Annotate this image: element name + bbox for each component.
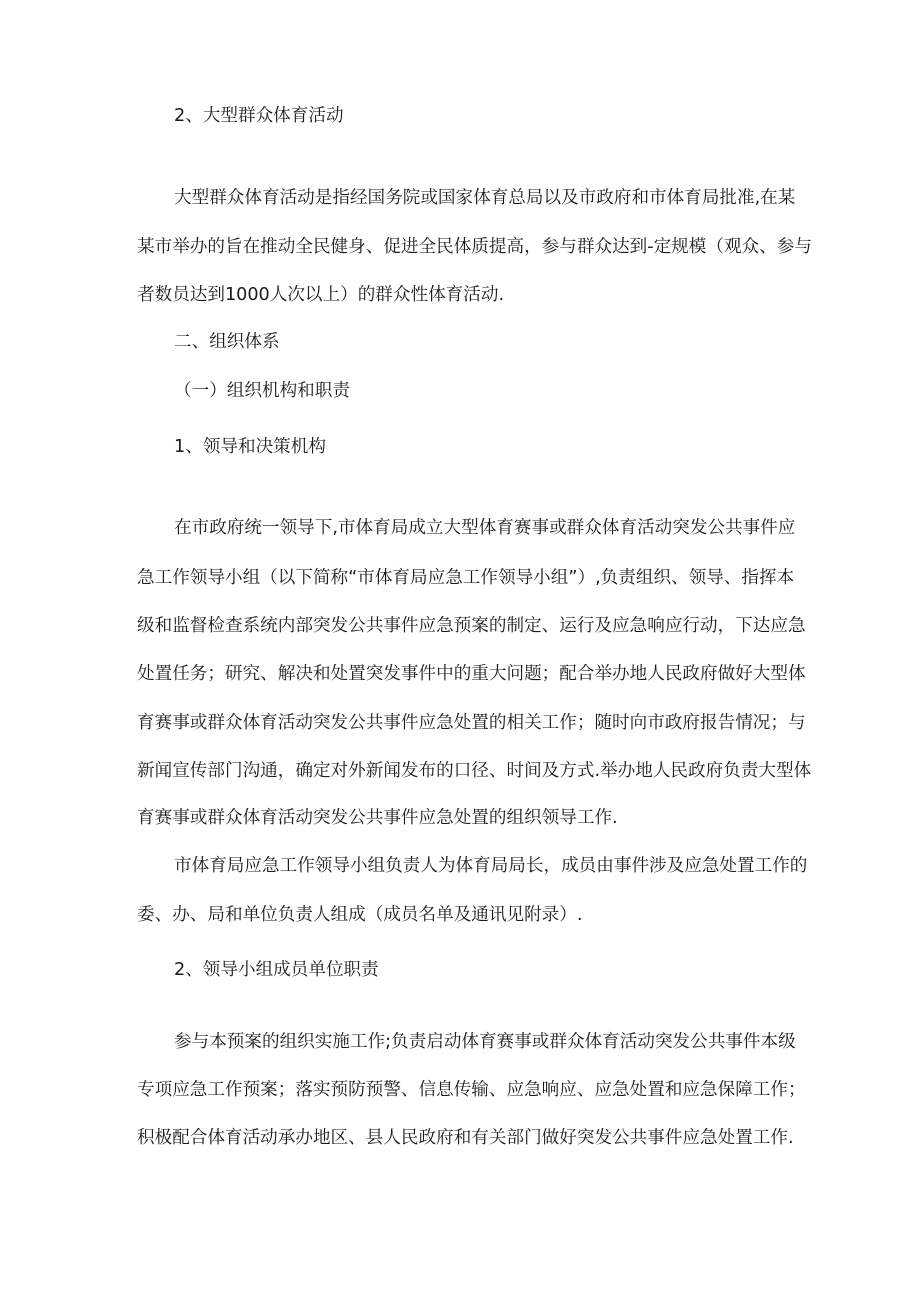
section-heading: 1、领导和决策机构 (174, 437, 326, 457)
paragraph-line: 大型群众体育活动是指经国务院或国家体育总局以及市政府和市体育局批准,在某 (174, 188, 796, 208)
paragraph-line: 市体育局应急工作领导小组负责人为体育局局长，成员由事件涉及应急处置工作的 (174, 856, 808, 876)
paragraph-line: 新闻宣传部门沟通，确定对外新闻发布的口径、时间及方式.举办地人民政府负责大型体 (137, 761, 812, 781)
section-heading: 2、领导小组成员单位职责 (174, 960, 379, 980)
paragraph-line: 某市举办的旨在推动全民健身、促进全民体质提高，参与群众达到-定规模（观众、参与 (137, 237, 812, 257)
paragraph-line: 级和监督检查系统内部突发公共事件应急预案的制定、运行及应急响应行动，下达应急 (137, 616, 806, 636)
paragraph-line: 急工作领导小组（以下简称“市体育局应急工作领导小组”）,负责组织、领导、指挥本 (137, 568, 795, 588)
paragraph-line: 育赛事或群众体育活动突发公共事件应急处置的组织领导工作. (137, 808, 618, 828)
subsection-heading: （一）组织机构和职责 (174, 381, 350, 401)
section-heading: 2、大型群众体育活动 (174, 106, 344, 126)
paragraph-line: 专项应急工作预案；落实预防预警、信息传输、应急响应、应急处置和应急保障工作； (137, 1080, 806, 1100)
paragraph-line: 积极配合体育活动承办地区、县人民政府和有关部门做好突发公共事件应急处置工作. (137, 1128, 794, 1148)
chapter-heading: 二、组织体系 (174, 332, 280, 352)
paragraph-line: 者数员达到1000人次以上）的群众性体育活动. (137, 285, 505, 305)
paragraph-line: 委、办、局和单位负责人组成（成员名单及通讯见附录）. (137, 905, 583, 925)
paragraph-line: 参与本预案的组织实施工作;负责启动体育赛事或群众体育活动突发公共事件本级 (174, 1032, 796, 1052)
paragraph-line: 处置任务；研究、解决和处置突发事件中的重大问题；配合举办地人民政府做好大型体 (137, 664, 806, 684)
paragraph-line: 在市政府统一领导下,市体育局成立大型体育赛事或群众体育活动突发公共事件应 (174, 518, 796, 538)
paragraph-line: 育赛事或群众体育活动突发公共事件应急处置的相关工作；随时向市政府报告情况；与 (137, 713, 806, 733)
